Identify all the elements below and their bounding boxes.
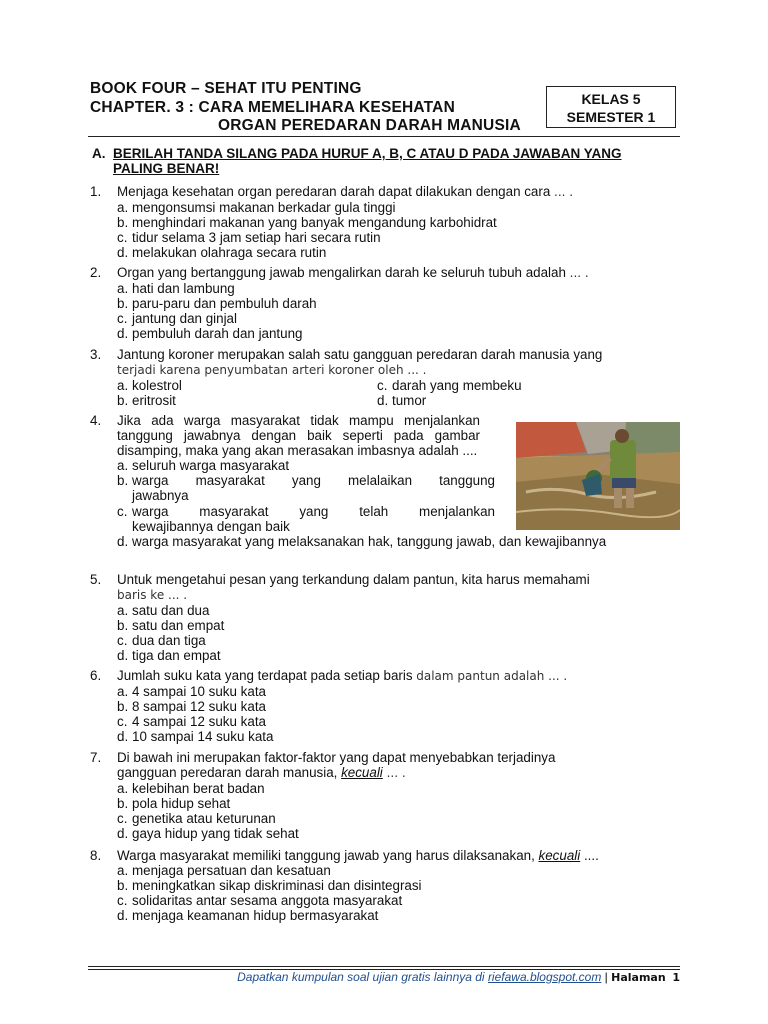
option-b[interactable] [117, 618, 680, 633]
stem-ellipsis: .... [580, 848, 599, 863]
option-text: warga masyarakat yang melalaikan tanggung [132, 473, 495, 489]
option-d[interactable] [117, 245, 680, 260]
question-7 [90, 750, 680, 842]
option-letter: d. [117, 826, 129, 842]
question-2 [90, 265, 680, 341]
option-letter: c. [117, 811, 128, 827]
option-letter: d. [117, 326, 129, 342]
option-letter: b. [117, 215, 129, 231]
stem-ellipsis: ... . [554, 185, 574, 199]
option-text-cont: jawabnya [132, 488, 189, 504]
option-letter: a. [117, 200, 129, 216]
stem-text: Menjaga kesehatan organ peredaran darah dapat dilakukan dengan cara [117, 184, 555, 199]
option-text: menjaga persatuan dan kesatuan [132, 863, 331, 879]
option-text: menjaga keamanan hidup bermasyarakat [132, 908, 379, 924]
chapter-subtitle: ORGAN PEREDARAN DARAH MANUSIA [218, 117, 521, 134]
option-c[interactable] [117, 633, 680, 648]
question-number: 1. [90, 184, 102, 199]
stem-ellipsis: ... . [569, 266, 589, 280]
option-c[interactable] [117, 714, 680, 729]
option-text: tidur selama 3 jam setiap hari secara rutin [132, 230, 381, 246]
option-text: gaya hidup yang tidak sehat [132, 826, 299, 842]
option-letter: d. [117, 648, 129, 664]
question-number: 5. [90, 572, 102, 587]
option-a[interactable] [117, 781, 680, 796]
option-letter: a. [117, 781, 129, 797]
option-letter: c. [117, 633, 128, 649]
option-letter: d. [117, 245, 129, 261]
stem-text-cont: gangguan peredaran darah manusia, [117, 765, 342, 781]
question-stem [117, 265, 680, 281]
question-5 [90, 572, 680, 664]
option-text: satu dan empat [132, 618, 225, 634]
option-d[interactable] [117, 534, 680, 549]
footer-site-link[interactable]: riefawa.blogspot.com [487, 970, 602, 984]
option-b[interactable] [117, 473, 495, 503]
option-c[interactable] [117, 311, 680, 326]
chapter-title: CHAPTER. 3 : CARA MEMELIHARA KESEHATAN [90, 99, 455, 116]
option-text: 4 sampai 12 suku kata [132, 714, 266, 730]
option-a[interactable] [117, 684, 680, 699]
question-8 [90, 848, 680, 923]
question-stem [117, 750, 680, 781]
option-text: satu dan dua [132, 603, 210, 619]
question-number: 4. [90, 413, 102, 428]
option-letter: c. [117, 230, 128, 246]
stem-emphasis: kecuali [341, 765, 383, 781]
option-text: seluruh warga masyarakat [132, 458, 290, 474]
option-letter: a. [117, 603, 129, 619]
option-letter: a. [117, 458, 129, 474]
option-text: dua dan tiga [132, 633, 206, 649]
option-letter: b. [117, 699, 129, 715]
option-text: solidaritas antar sesama anggota masyarakat [132, 893, 403, 909]
option-text-cont: kewajibannya dengan baik [132, 518, 290, 534]
option-letter: a. [117, 863, 129, 879]
header-divider [88, 136, 680, 137]
option-letter: c. [377, 378, 388, 394]
option-d[interactable] [377, 393, 637, 408]
option-text: mengonsumsi makanan berkadar gula tinggi [132, 200, 396, 216]
option-a[interactable] [117, 281, 680, 296]
option-text: eritrosit [132, 393, 176, 409]
page-label: Halaman [611, 971, 666, 984]
question-6 [90, 668, 680, 744]
option-text: hati dan lambung [132, 281, 235, 297]
question-number: 6. [90, 668, 102, 683]
option-letter: b. [117, 473, 129, 489]
option-letter: c. [117, 893, 128, 909]
option-letter: c. [117, 714, 128, 730]
option-text: paru-paru dan pembuluh darah [132, 296, 317, 312]
option-a[interactable] [117, 458, 495, 473]
footer-separator: | [601, 970, 612, 984]
stem-text-cont: dalam pantun adalah ... . [416, 669, 568, 683]
option-d[interactable] [117, 326, 680, 341]
stem-text: Jumlah suku kata yang terdapat pada setiap baris [117, 668, 417, 683]
option-b[interactable] [117, 296, 680, 311]
boy-by-river-photo [516, 422, 680, 530]
option-a[interactable] [117, 200, 680, 215]
option-text: melakukan olahraga secara rutin [132, 245, 327, 261]
stem-text-cont: baris ke ... . [117, 588, 188, 603]
footer-promo-text: Dapatkan kumpulan soal ujian gratis lainnya di [237, 970, 488, 984]
option-text: jantung dan ginjal [132, 311, 237, 327]
stem-ellipsis: ... . [382, 766, 406, 781]
option-letter: a. [117, 684, 129, 700]
option-letter: c. [117, 503, 128, 519]
option-text: kolestrol [132, 378, 182, 394]
option-b[interactable] [117, 878, 680, 893]
option-letter: a. [117, 281, 129, 297]
option-d[interactable] [117, 908, 680, 923]
option-c[interactable] [117, 893, 680, 908]
question-1 [90, 184, 680, 260]
option-letter: b. [117, 796, 129, 812]
option-text: pola hidup sehat [132, 796, 231, 812]
question-number: 8. [90, 848, 102, 863]
page-number: 1 [672, 971, 680, 984]
stem-text: Warga masyarakat memiliki tanggung jawab yang harus dilaksanakan, [117, 848, 539, 863]
semester-label: SEMESTER 1 [566, 109, 656, 125]
question-stem [117, 668, 680, 684]
option-text: tumor [392, 393, 427, 409]
stem-emphasis: kecuali [538, 848, 581, 863]
option-c[interactable] [377, 378, 637, 393]
page-footer [150, 970, 680, 984]
option-letter: c. [117, 311, 128, 327]
options-row [117, 393, 680, 408]
footer-divider [88, 966, 680, 967]
option-b[interactable] [117, 393, 377, 408]
options-row [117, 378, 680, 393]
section-instruction [92, 146, 652, 176]
option-b[interactable] [117, 215, 680, 230]
option-a[interactable] [117, 863, 680, 878]
question-stem: Jika ada warga masyarakat tidak mampu menjalankan tanggung jawabnya dengan baik seperti pada gambar disamping, maka yang akan merasakan imbasnya adalah .... [117, 413, 480, 459]
stem-text: Untuk mengetahui pesan yang terkandung dalam pantun, kita harus memahami [117, 572, 590, 587]
option-text: kelebihan berat badan [132, 781, 265, 797]
option-text: meningkatkan sikap diskriminasi dan disintegrasi [132, 878, 422, 894]
question-3 [90, 347, 680, 408]
option-letter: b. [117, 878, 129, 894]
option-text: darah yang membeku [392, 378, 522, 394]
option-d[interactable] [117, 648, 680, 663]
option-text: 8 sampai 12 suku kata [132, 699, 266, 715]
option-letter: a. [117, 378, 129, 394]
question-number: 2. [90, 265, 102, 280]
option-text: warga masyarakat yang melaksanakan hak, tanggung jawab, dan kewajibannya [132, 533, 607, 549]
question-stem [117, 572, 680, 603]
option-letter: d. [377, 393, 389, 409]
option-letter: b. [117, 296, 129, 312]
option-text: genetika atau keturunan [132, 811, 276, 827]
question-stem [117, 347, 680, 378]
book-title: BOOK FOUR – SEHAT ITU PENTING [90, 80, 362, 97]
option-letter: d. [117, 533, 129, 549]
section-letter: A. [92, 146, 106, 161]
option-text: 10 sampai 14 suku kata [132, 729, 274, 745]
option-text: warga masyarakat yang telah menjalankan [132, 503, 495, 519]
option-c[interactable] [117, 504, 495, 534]
option-text: tiga dan empat [132, 648, 221, 664]
stem-text-cont: terjadi karena penyumbatan arteri koroner oleh ... . [117, 363, 427, 378]
class-label: KELAS 5 [581, 91, 641, 107]
question-number: 3. [90, 347, 102, 362]
question-stem [117, 184, 680, 200]
option-letter: b. [117, 618, 129, 634]
option-letter: d. [117, 729, 129, 745]
option-d[interactable] [117, 826, 680, 841]
option-text: menghindari makanan yang banyak mengandung karbohidrat [132, 215, 497, 231]
option-a[interactable] [117, 603, 680, 618]
option-letter: b. [117, 393, 129, 409]
option-b[interactable] [117, 699, 680, 714]
stem-text: Jantung koroner merupakan salah satu gangguan peredaran darah manusia yang [117, 347, 603, 362]
option-a[interactable] [117, 378, 377, 393]
question-number: 7. [90, 750, 102, 765]
option-b[interactable] [117, 796, 680, 811]
question-stem [117, 848, 680, 863]
option-text: pembuluh darah dan jantung [132, 326, 303, 342]
option-text: 4 sampai 10 suku kata [132, 684, 266, 700]
option-letter: d. [117, 908, 129, 924]
class-semester-box [546, 86, 676, 128]
stem-text: Organ yang bertanggung jawab mengalirkan darah ke seluruh tubuh adalah [117, 265, 570, 280]
option-d[interactable] [117, 729, 680, 744]
stem-text: Di bawah ini merupakan faktor-faktor yang dapat menyebabkan terjadinya [117, 750, 556, 765]
option-c[interactable] [117, 811, 680, 826]
section-instruction-text: BERILAH TANDA SILANG PADA HURUF A, B, C ATAU D PADA JAWABAN YANG PALING BENAR! [113, 146, 622, 176]
option-c[interactable] [117, 230, 680, 245]
